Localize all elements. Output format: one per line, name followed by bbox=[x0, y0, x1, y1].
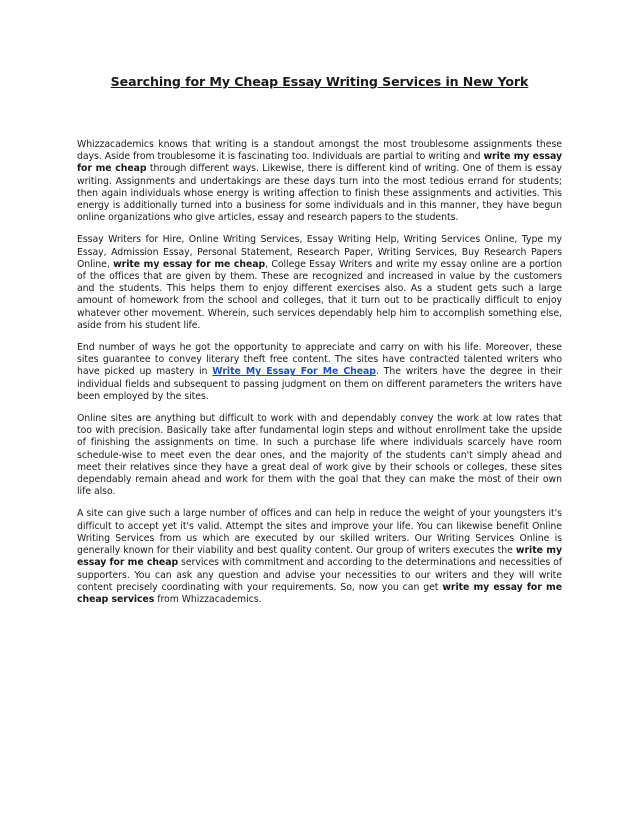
paragraph-text: services with commitment and according to the determinations and necessities of supporters. You can ask any question and advise your necessities to our writers and they will write content precisely coordinating with your requirements. So, now you can get bbox=[77, 557, 563, 593]
paragraph-text: End number of ways he got the opportunity to appreciate and carry on with his life. Moreover, these sites guarantee to convey literary theft free content. The sites have contracted talented writers who have picked up mastery in bbox=[77, 342, 562, 378]
bold-keyword: write my essay for me cheap bbox=[77, 151, 562, 175]
page-title: Searching for My Cheap Essay Writing Services in New York bbox=[110, 74, 529, 89]
bold-keyword: write my essay for me cheap bbox=[77, 545, 562, 569]
paragraph-text: from Whizzacademics. bbox=[154, 593, 262, 605]
paragraph bbox=[77, 139, 562, 224]
paragraph-text: Essay Writers for Hire, Online Writing Services, Essay Writing Help, Writing Services Online, Type my Essay, Admission Essay, Personal Statement, Research Paper, Writing Services, Buy Research Papers Online, bbox=[77, 234, 562, 270]
paragraph-text: Online sites are anything but difficult to work with and dependably convey the work at low rates that too with precision. Basically take after fundamental login steps and without enrollment take the upside of finishing the assignments on time. In such a purchase life where individuals scarcely have room schedule-wise to meet even the dear ones, and the majority of the students can't simply ahead and meet their relatives since they have a great deal of work give by their schools or colleges, these sites dependably remain ahead and work for them with the goal that they can make the most of their own life also. bbox=[77, 413, 562, 498]
document-body bbox=[77, 139, 562, 606]
paragraph bbox=[77, 342, 562, 403]
paragraph-text: through different ways. Likewise, there is different kind of writing. One of them is essay writing. Assignments and undertakings are these days turn into the most tedious errand for students; then again individuals whose energy is writing affection to finish these assignments and activities. This energy is additionally turned into a business for some individuals and in this manner, they have begun online organizations who give articles, essay and research papers to the students. bbox=[77, 163, 562, 224]
paragraph bbox=[77, 508, 562, 606]
bold-keyword: write my essay for me cheap services bbox=[77, 581, 562, 605]
paragraph bbox=[77, 234, 562, 332]
paragraph-text: Whizzacademics knows that writing is a standout amongst the most troublesome assignments these days. Aside from troublesome it is fascinating too. Individuals are partial to writing and bbox=[77, 139, 562, 163]
paragraph bbox=[77, 413, 562, 498]
essay-link[interactable]: Write My Essay For Me Cheap bbox=[212, 366, 376, 378]
bold-keyword: write my essay for me cheap bbox=[113, 258, 266, 270]
paragraph-text: . The writers have the degree in their individual fields and subsequent to passing judgment on them on different parameters the writers have been employed by the sites. bbox=[77, 366, 562, 402]
document-page bbox=[77, 74, 562, 616]
paragraph-text: , College Essay Writers and write my essay online are a portion of the offices that are given by them. These are recognized and increased in value by the customers and the students. This helps them to enjoy different exercises also. As a student gets such a large amount of homework from the school and colleges, that it turn out to be practically difficult to enjoy whatever other movement. Wherein, such services dependably help him to accomplish something else, aside from his student life. bbox=[77, 258, 563, 331]
paragraph-text: A site can give such a large number of offices and can help in reduce the weight of your youngsters it's difficult to accept yet it's valid. Attempt the sites and improve your life. You can likewise benefit Online Writing Services from us which are executed by our skilled writers. Our Writing Services Online is generally known for their viability and best quality content. Our group of writers executes the bbox=[77, 508, 562, 557]
